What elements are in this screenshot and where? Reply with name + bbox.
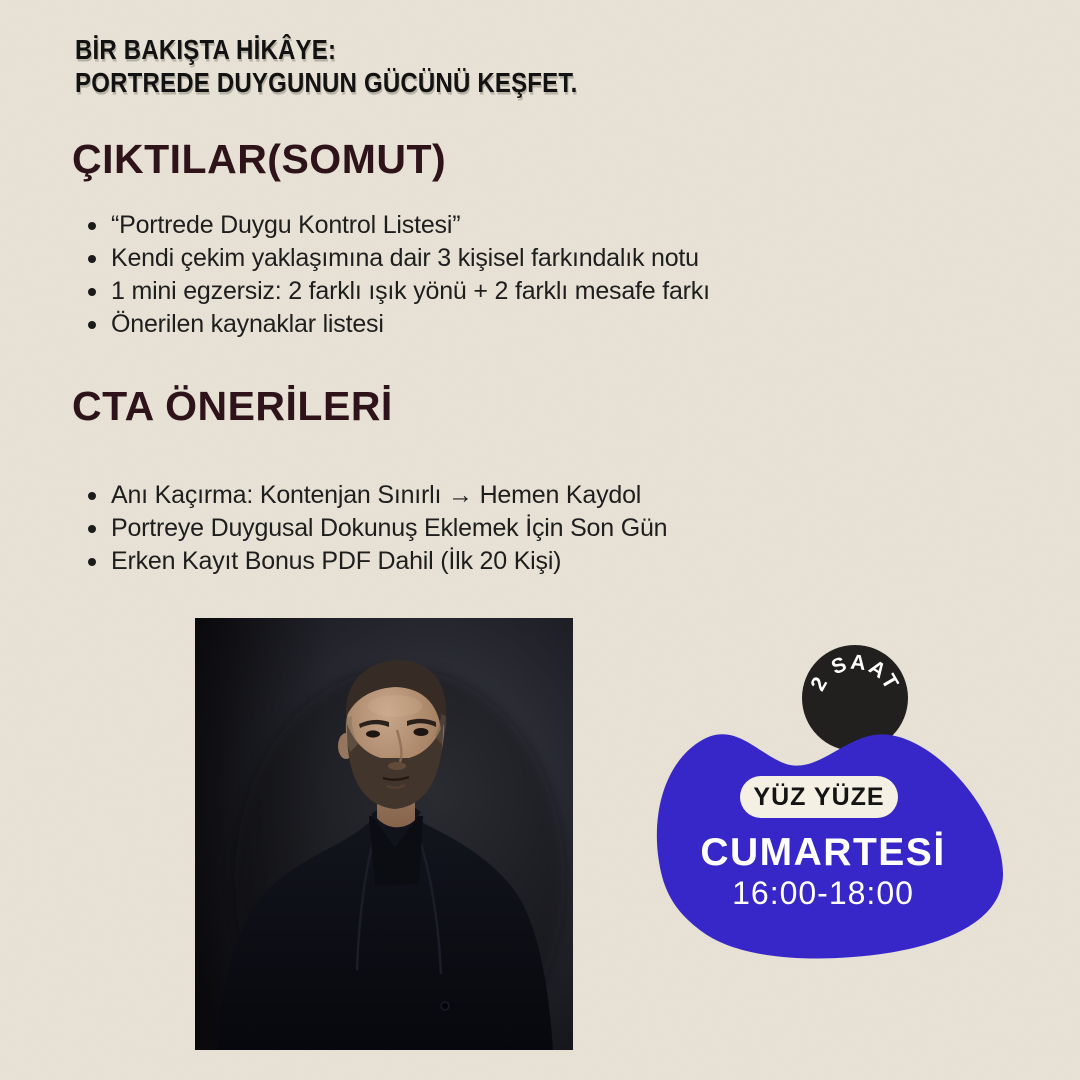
format-pill-label: YÜZ YÜZE [753,782,885,811]
headline-line1: BİR BAKIŞTA HİKÂYE: [75,35,337,66]
bullet-dot [88,492,96,500]
portrait-photo [195,618,573,1050]
outputs-list [88,209,710,341]
list-item [88,209,710,242]
list-item [88,479,667,512]
bullet-text: “Portrede Duygu Kontrol Listesi” [111,211,461,239]
list-item [88,545,667,578]
portrait-illustration [195,618,573,1050]
bullet-dot [88,288,96,296]
schedule-time: 16:00-18:00 [732,875,914,911]
bullet-text: Kendi çekim yaklaşımına dair 3 kişisel farkındalık notu [111,244,699,272]
format-pill [740,776,898,818]
list-item [88,308,710,341]
bullet-dot [88,321,96,329]
bullet-dot [88,525,96,533]
bullet-text: Portreye Duygusal Dokunuş Eklemek İçin Son Gün [111,514,668,542]
schedule-day: CUMARTESİ [700,831,946,874]
bullet-text: Erken Kayıt Bonus PDF Dahil (İlk 20 Kişi) [111,547,562,575]
duration-badge-text: 2 SAAT [806,650,904,695]
bullet-dot [88,222,96,230]
bullet-text: 1 mini egzersiz: 2 farklı ışık yönü + 2 farklı mesafe farkı [111,277,710,305]
bullet-dot [88,558,96,566]
bullet-text: Önerilen kaynaklar listesi [111,310,384,338]
list-item [88,512,667,545]
bullet-text: Anı Kaçırma: Kontenjan Sınırlı → Hemen Kaydol [111,481,642,509]
list-item [88,242,710,275]
section-heading-cta: CTA ÖNERİLERİ [72,383,393,429]
schedule-blob [650,723,1006,961]
headline-line2: PORTREDE DUYGUNUN GÜCÜNÜ KEŞFET. [75,68,578,99]
section-heading-outputs: ÇIKTILAR(SOMUT) [72,136,447,182]
headline [75,34,577,100]
list-item [88,275,710,308]
bullet-dot [88,255,96,263]
cta-list [88,479,667,578]
